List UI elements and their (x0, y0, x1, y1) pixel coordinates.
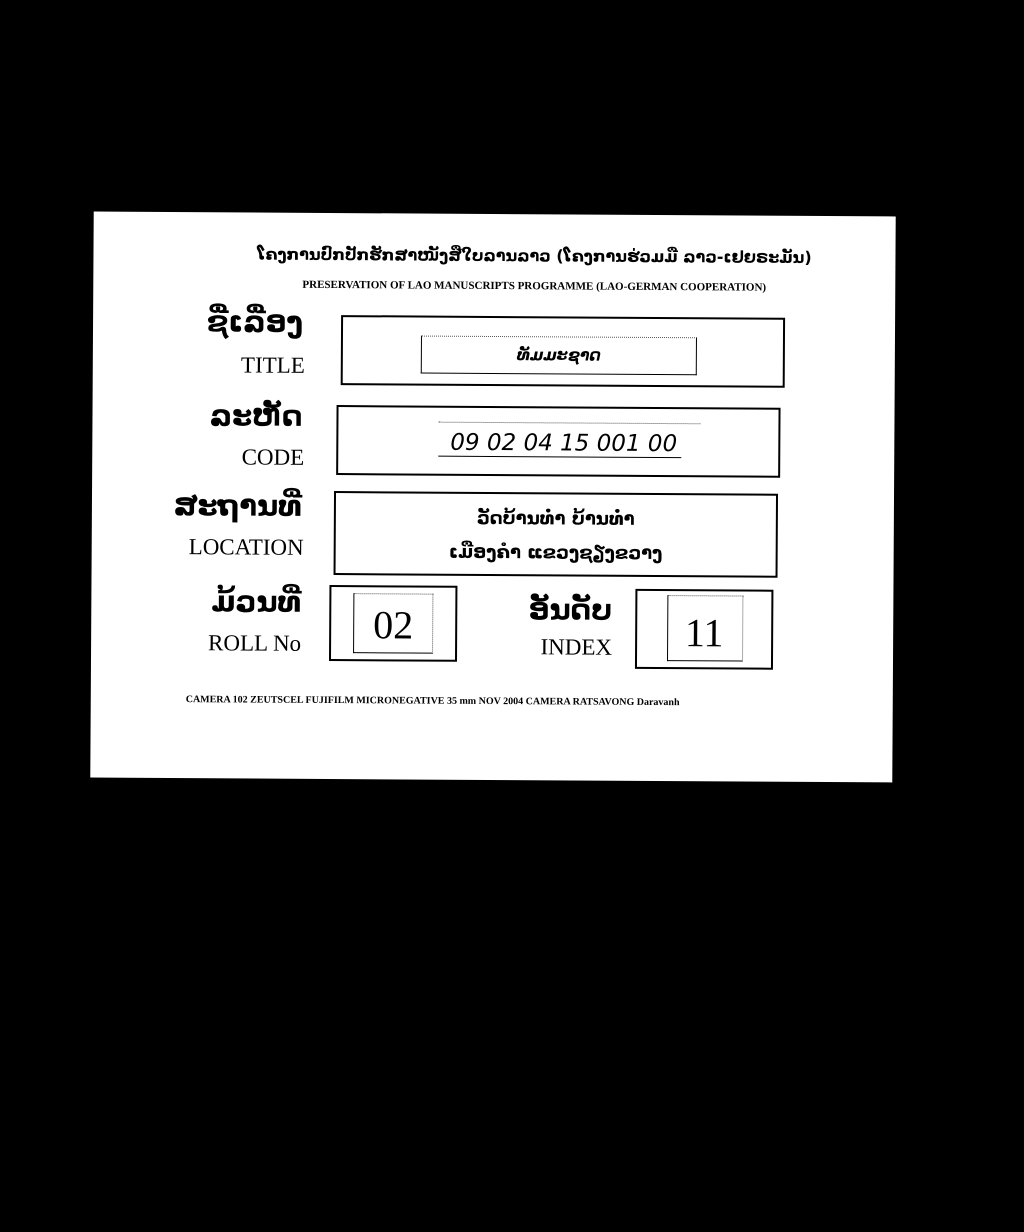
roll-lao-label: ມ້ວນທີ່ (211, 584, 302, 619)
code-inner-frame (438, 422, 700, 428)
code-value: 09 02 04 15 001 00 (438, 430, 681, 458)
manuscript-record-card (90, 212, 895, 783)
code-box (336, 405, 780, 478)
roll-label: ROLL No (207, 630, 302, 656)
location-label: LOCATION (188, 534, 304, 560)
index-box (635, 589, 773, 670)
roll-value: 02 (373, 602, 414, 648)
location-line-1: ວັດບ້ານທ່ຳ ບ້ານທ່ຳ (476, 507, 635, 530)
location-line-2: ເມືອງຄຳ ແຂວງຊຽງຂວາງ (448, 541, 663, 565)
header-lao: ໂຄງການປົກປັກຮັກສາໜັງສືໃບລານລາວ (ໂຄງການຮ່ວມມື ລາວ-ເຢຍຣະມັນ) (257, 244, 812, 267)
index-lao-label: ອັນດັບ (528, 592, 613, 627)
header-english: PRESERVATION OF LAO MANUSCRIPTS PROGRAMME (LAO-GERMAN COOPERATION) (302, 278, 767, 294)
title-label: TITLE (240, 352, 305, 378)
index-label: INDEX (540, 634, 613, 660)
location-box (334, 491, 779, 578)
camera-footer: CAMERA 102 ZEUTSCEL FUJIFILM MICRONEGATIVE 35 mm NOV 2004 CAMERA RATSAVONG Daravanh (185, 694, 680, 709)
location-lao-label: ສະຖານທີ່ (173, 488, 303, 523)
index-value: 11 (684, 610, 724, 656)
title-lao-label: ຊື່ເລື່ອງ (206, 304, 304, 339)
code-lao-label: ລະຫັດ (209, 398, 303, 433)
title-inner-frame (421, 336, 697, 376)
title-box (341, 315, 785, 388)
code-label: CODE (241, 444, 305, 470)
title-value: ທັມມະຊາດ (516, 345, 601, 365)
